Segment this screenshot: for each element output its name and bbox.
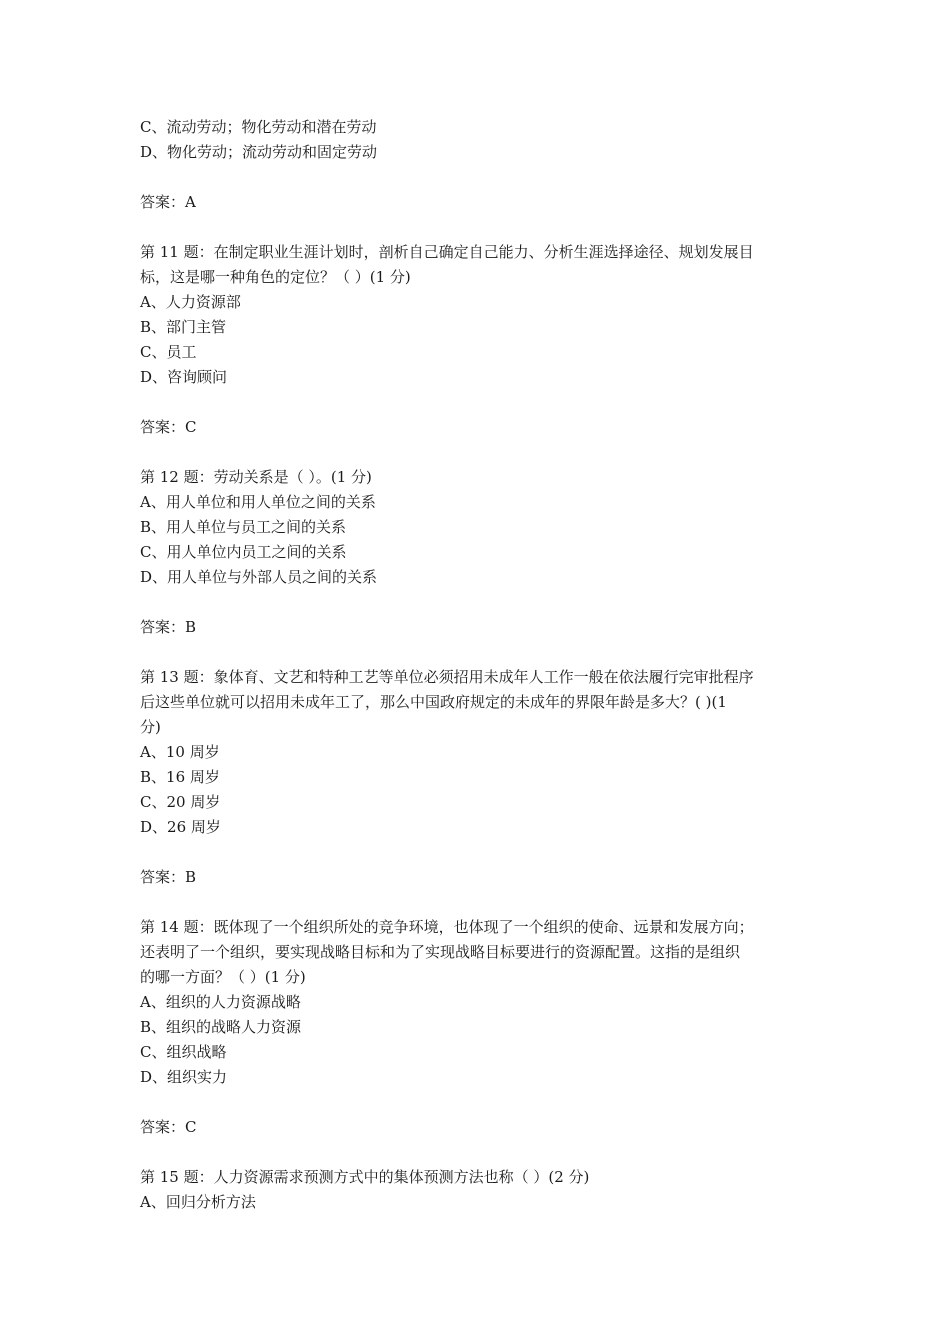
question-stem-line: 的哪一方面？（ ）(1 分) xyxy=(140,968,306,986)
option-a: A、用人单位和用人单位之间的关系 xyxy=(140,493,376,511)
question-14 xyxy=(140,915,820,1165)
option-d: D、26 周岁 xyxy=(140,818,221,836)
question-stem-line: 标，这是哪一种角色的定位？（ ）(1 分) xyxy=(140,268,411,286)
option-d: D、用人单位与外部人员之间的关系 xyxy=(140,568,378,586)
spacer xyxy=(140,840,820,865)
option-c: C、20 周岁 xyxy=(140,793,221,811)
spacer xyxy=(140,165,820,190)
option-b: B、用人单位与员工之间的关系 xyxy=(140,518,347,536)
spacer xyxy=(140,890,820,915)
option-d: D、物化劳动；流动劳动和固定劳动 xyxy=(140,143,378,161)
question-10-tail xyxy=(140,115,820,240)
question-11 xyxy=(140,240,820,465)
answer-line: 答案：C xyxy=(140,1118,197,1136)
option-a: A、10 周岁 xyxy=(140,743,220,761)
answer-line: 答案：A xyxy=(140,193,196,211)
question-15 xyxy=(140,1165,820,1215)
question-stem-line: 还表明了一个组织，要实现战略目标和为了实现战略目标要进行的资源配置。这指的是组织 xyxy=(140,943,741,961)
question-stem-line: 第 12 题：劳动关系是（ ）。(1 分) xyxy=(140,468,372,486)
option-c: C、员工 xyxy=(140,343,197,361)
question-13 xyxy=(140,665,820,915)
question-stem-line: 第 11 题：在制定职业生涯计划时，剖析自己确定自己能力、分析生涯选择途径、规划发展目 xyxy=(140,243,754,261)
spacer xyxy=(140,440,820,465)
question-12 xyxy=(140,465,820,665)
option-b: B、部门主管 xyxy=(140,318,227,336)
question-stem-line: 第 13 题：象体育、文艺和特种工艺等单位必须招用未成年人工作一般在依法履行完审批程序 xyxy=(140,668,754,686)
spacer xyxy=(140,640,820,665)
option-b: B、组织的战略人力资源 xyxy=(140,1018,302,1036)
question-stem-line: 第 15 题：人力资源需求预测方式中的集体预测方法也称（ ）(2 分) xyxy=(140,1168,590,1186)
spacer xyxy=(140,1090,820,1115)
option-d: D、咨询顾问 xyxy=(140,368,228,386)
option-c: C、组织战略 xyxy=(140,1043,227,1061)
option-c: C、用人单位内员工之间的关系 xyxy=(140,543,347,561)
option-b: B、16 周岁 xyxy=(140,768,220,786)
spacer xyxy=(140,590,820,615)
question-stem-line: 分) xyxy=(140,718,161,736)
spacer xyxy=(140,1140,820,1165)
option-a: A、人力资源部 xyxy=(140,293,241,311)
document-page xyxy=(140,115,820,1215)
spacer xyxy=(140,215,820,240)
answer-line: 答案：C xyxy=(140,418,197,436)
question-stem-line: 第 14 题：既体现了一个组织所处的竞争环境，也体现了一个组织的使命、远景和发展方向； xyxy=(140,918,754,936)
option-c: C、流动劳动；物化劳动和潜在劳动 xyxy=(140,118,377,136)
option-a: A、组织的人力资源战略 xyxy=(140,993,301,1011)
option-a: A、回归分析方法 xyxy=(140,1193,256,1211)
answer-line: 答案：B xyxy=(140,618,197,636)
option-d: D、组织实力 xyxy=(140,1068,228,1086)
spacer xyxy=(140,390,820,415)
answer-line: 答案：B xyxy=(140,868,197,886)
question-stem-line: 后这些单位就可以招用未成年工了，那么中国政府规定的未成年的界限年龄是多大？( )(1 xyxy=(140,693,727,711)
